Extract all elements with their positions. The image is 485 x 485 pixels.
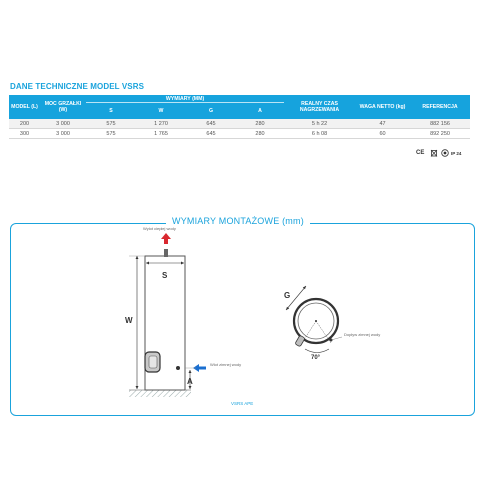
cold-water-inlet-port [176,366,180,370]
dim-g-label: G [284,291,291,300]
table-cell: 882 156 [410,119,470,129]
table-cell: 575 [86,129,136,139]
header-reference: REFERENCJA [410,95,470,119]
top-view-panel-icon [295,335,305,347]
dim-s-label: S [162,271,168,280]
cold-water-inlet-label: Wlot zimnej wody [210,362,242,367]
top-view-center [315,320,317,322]
ce-mark-icon: CE [416,150,425,156]
cold-water-inflow-label: Dopływ zimnej wody [344,332,381,337]
table-cell: 200 [9,119,40,129]
header-s: S [86,103,136,120]
angle-arc [305,349,329,353]
header-w: W [136,103,186,120]
control-panel-inner [149,356,157,368]
table-cell: 645 [186,129,236,139]
table-cell: 60 [355,129,410,139]
section-title: DANE TECHNICZNE MODEL VSRS [10,82,145,91]
header-model: MODEL (L) [9,95,40,119]
ip-rating-label: IP 24 [451,151,462,156]
header-g: G [186,103,236,120]
table-cell: 300 [9,129,40,139]
table-cell: 5 h 22 [284,119,355,129]
angle-label: 70° [311,355,321,361]
header-weight: WAGA NETTO (kg) [355,95,410,119]
header-dimensions: WYMIARY (MM) [86,95,284,103]
table-cell: 892 250 [410,129,470,139]
table-cell: 1 270 [136,119,186,129]
hot-water-arrow-icon [161,233,171,244]
header-a: A [236,103,284,120]
table-cell: 645 [186,119,236,129]
header-heat-time: REALNY CZAS NAGRZEWANIA [284,95,355,119]
table-cell: 575 [86,119,136,129]
hot-water-outlet-label: Wylot ciepłej wody [143,226,176,231]
table-cell: 3 000 [40,129,86,139]
table-cell: 280 [236,119,284,129]
mounting-title: WYMIARY MONTAŻOWE (mm) [166,216,310,226]
dim-w-label: W [125,316,133,325]
table-cell: 3 000 [40,119,86,129]
table-cell: 6 h 08 [284,129,355,139]
table-cell: 47 [355,119,410,129]
header-power: MOC GRZAŁKI (W) [40,95,86,119]
model-caption: VSRS APE [231,401,254,406]
inflow-leader-line [331,337,342,340]
hot-water-pipe [164,249,168,257]
table-cell: 280 [236,129,284,139]
table-cell: 1 765 [136,129,186,139]
dim-a-label: A [187,377,193,386]
floor-hatch [129,390,191,397]
